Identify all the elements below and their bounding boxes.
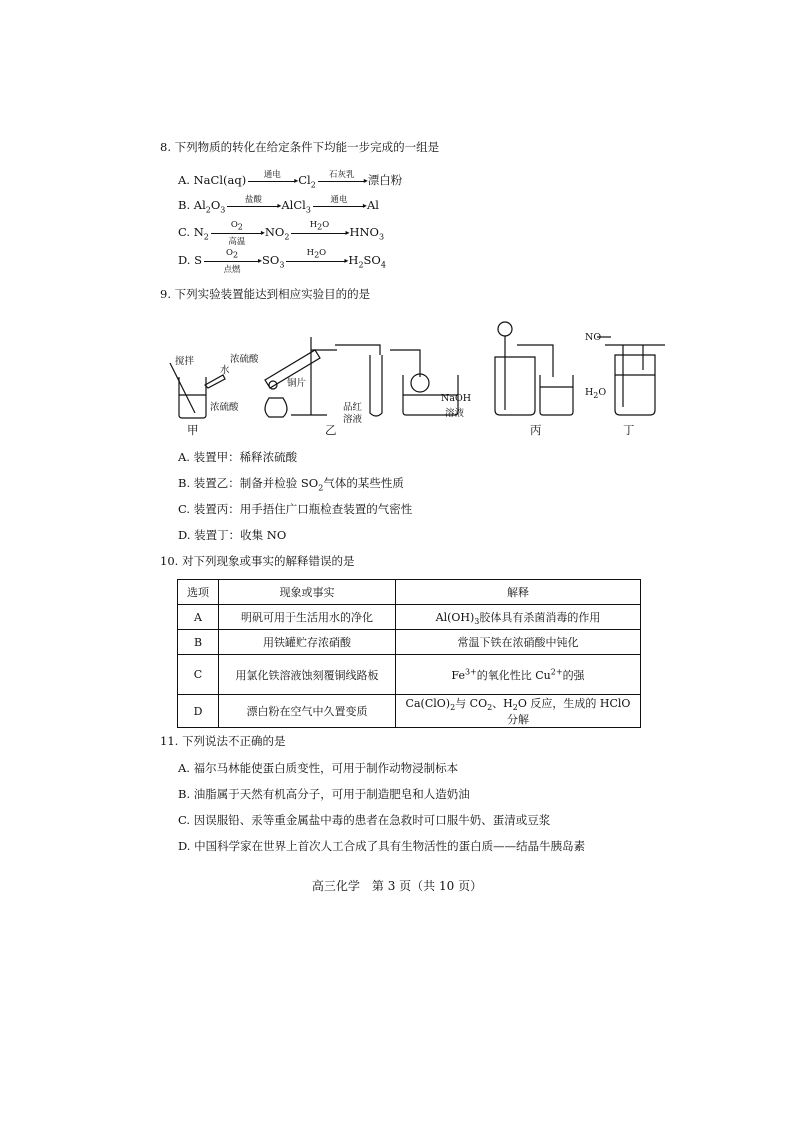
q10-stem: 10. 对下列现象或事实的解释错误的是 <box>160 554 355 568</box>
q8-option-d: D. S $O_2$ ▸ 点燃 $SO_3$ $H_2O$ ▸ $H_2SO_4$ <box>178 248 386 275</box>
q11-option-d: D. 中国科学家在世界上首次人工合成了具有生物活性的蛋白质——结晶牛胰岛素 <box>178 839 586 853</box>
label-conc-acid-1: 浓硫酸 <box>210 402 239 413</box>
q9-option-b: B. 装置乙：制备并检验 $SO_2$气体的某些性质 <box>178 476 404 493</box>
wide-mouth-bottle <box>495 357 535 415</box>
page-footer: 高三化学 第 3 页（共 10 页） <box>311 879 483 893</box>
header-fact: 现象或事实 <box>219 580 396 605</box>
row-option: B <box>178 630 219 655</box>
apparatus-drawing <box>165 315 685 440</box>
label-conc-acid-2: 浓硫酸 <box>230 354 259 365</box>
gas-collecting-bottle <box>615 355 655 415</box>
row-option: D <box>178 695 219 728</box>
row-option: A <box>178 605 219 630</box>
label-no: NO <box>585 332 602 343</box>
row-fact: 用铁罐贮存浓硝酸 <box>219 630 396 655</box>
label-pink-2: 溶液 <box>343 414 363 425</box>
header-explanation: 解释 <box>396 580 641 605</box>
row-option: C <box>178 655 219 695</box>
q8-option-b: B. $Al_2O_3$ 盐酸 ▸ AlCl$_3$ 通电 ▸ Al <box>178 195 379 215</box>
table-row <box>178 605 641 630</box>
label-water: 水 <box>220 365 230 376</box>
row-explanation: $Fe^{3+}$的氧化性比 $Cu^{2+}$的强 <box>396 655 641 695</box>
caption-jia: 甲 <box>187 423 199 437</box>
q8-stem: 8. 下列物质的转化在给定条件下均能一步完成的一组是 <box>160 140 440 154</box>
label-pink-1: 品红 <box>343 402 363 413</box>
q9-option-d: D. 装置丁：收集 NO <box>178 528 287 542</box>
q9-apparatus-figure <box>165 315 685 443</box>
caption-bing: 丙 <box>530 423 542 437</box>
row-explanation: $Al(OH)_3$胶体具有杀菌消毒的作用 <box>396 605 641 630</box>
q11-stem: 11. 下列说法不正确的是 <box>160 734 286 748</box>
label-copper: 铜片 <box>287 378 307 389</box>
separatory-funnel <box>498 322 512 336</box>
label-naoh-2: 溶液 <box>445 408 465 419</box>
q10-table <box>177 579 641 728</box>
q11-option-c: C. 因误服铅、汞等重金属盐中毒的患者在急救时可口服牛奶、蛋清或豆浆 <box>178 813 551 827</box>
label-stir: 搅拌 <box>175 356 195 367</box>
row-explanation: 常温下铁在浓硝酸中钝化 <box>396 630 641 655</box>
caption-yi: 乙 <box>325 423 337 437</box>
q8-option-c: C. $N_2$ $O_2$ ▸ 高温 $NO_2$ $H_2O$ ▸ $HNO_3$ <box>178 220 385 247</box>
test-tube-pink <box>370 355 382 416</box>
stirring-rod <box>170 363 195 413</box>
q11-option-a: A. 福尔马林能使蛋白质变性，可用于制作动物浸制标本 <box>178 761 459 775</box>
alcohol-lamp <box>265 398 287 417</box>
q9-option-c: C. 装置丙：用手捂住广口瓶检查装置的气密性 <box>178 502 413 516</box>
caption-ding: 丁 <box>623 423 635 437</box>
pouring-cylinder <box>205 375 225 388</box>
q9-stem: 9. 下列实验装置能达到相应实验目的的是 <box>160 287 371 301</box>
q9-option-a: A. 装置甲：稀释浓硫酸 <box>178 450 298 464</box>
q11-option-b: B. 油脂属于天然有机高分子，可用于制造肥皂和人造奶油 <box>178 787 470 801</box>
table-row <box>178 655 641 695</box>
q8-option-a: A. NaCl(aq) 通电 ▸ $Cl_2$ 石灰乳 ▸ 漂白粉 <box>178 170 403 190</box>
row-fact: 用氯化铁溶液蚀刻覆铜线路板 <box>219 655 396 695</box>
beaker-bing <box>540 375 573 415</box>
row-fact: 明矾可用于生活用水的净化 <box>219 605 396 630</box>
label-naoh-1: NaOH <box>441 393 472 404</box>
beaker-jia <box>179 377 206 418</box>
table-row <box>178 695 641 728</box>
row-explanation: $Ca(ClO)_2$与 $CO_2$、$H_2O$ 反应，生成的 HClO 分解 <box>396 695 641 728</box>
table-header-row <box>178 580 641 605</box>
header-option: 选项 <box>178 580 219 605</box>
table-row <box>178 630 641 655</box>
row-fact: 漂白粉在空气中久置变质 <box>219 695 396 728</box>
label-h2o: $H_2O$ <box>585 387 607 400</box>
